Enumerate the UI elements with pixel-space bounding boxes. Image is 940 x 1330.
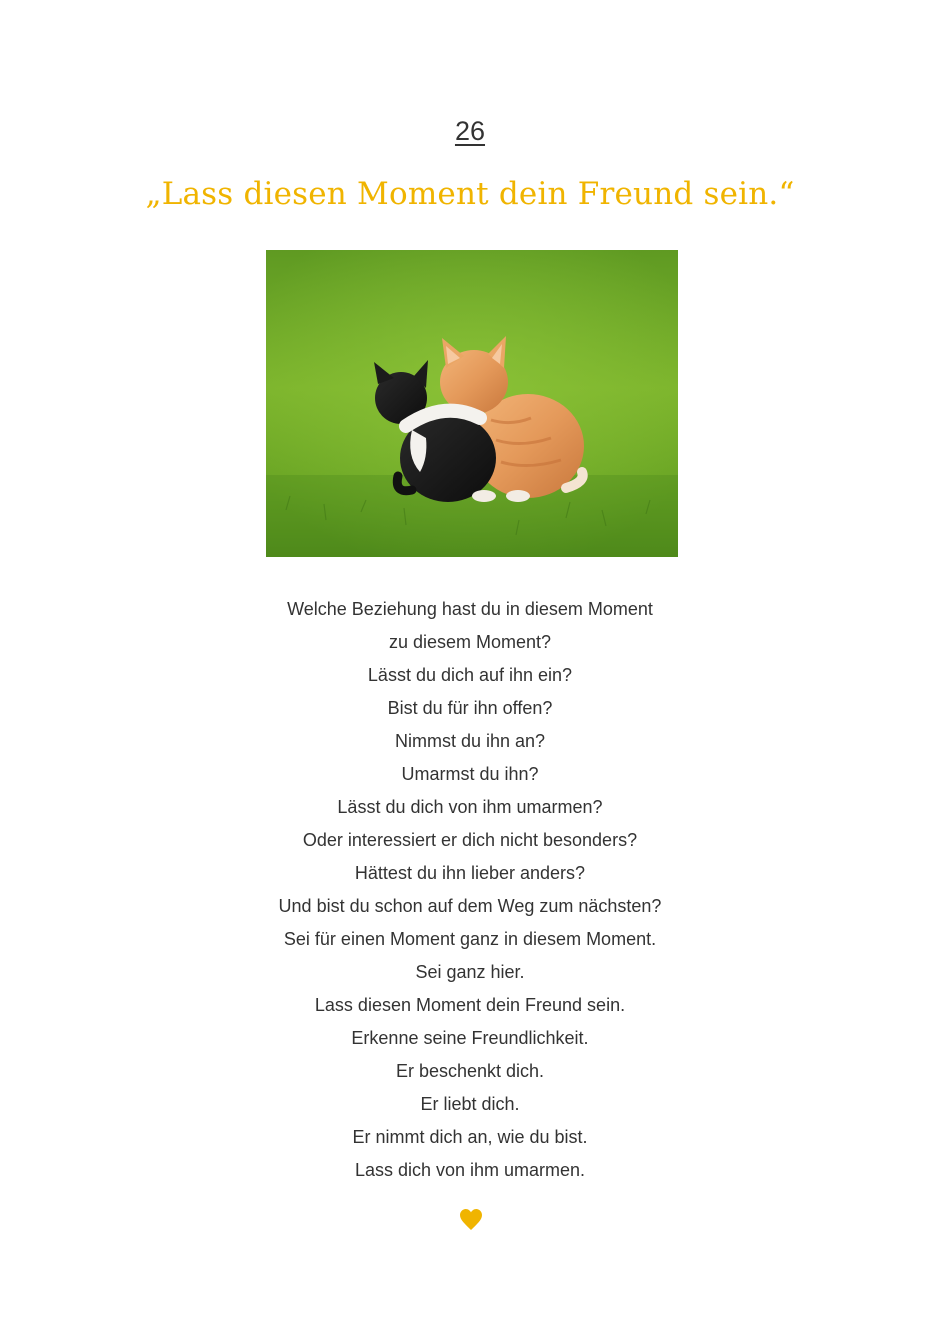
poem-line: Lass diesen Moment dein Freund sein. (314, 995, 626, 1015)
kittens-photo (266, 250, 678, 557)
poem-line: Welche Beziehung hast du in diesem Moment (287, 599, 653, 619)
poem-line: Lass dich von ihm umarmen. (354, 1160, 586, 1180)
poem-line: Und bist du schon auf dem Weg zum nächsten? (278, 896, 662, 916)
poem-line: Lässt du dich von ihm umarmen? (337, 797, 603, 817)
poem-line: Lässt du dich auf ihn ein? (367, 665, 573, 685)
page-number: 26 (454, 116, 486, 146)
poem-line: Bist du für ihn offen? (387, 698, 553, 718)
poem-line: Umarmst du ihn? (401, 764, 539, 784)
page-title: „Lass diesen Moment dein Freund sein.“ (145, 176, 795, 212)
poem-line: Er liebt dich. (420, 1094, 520, 1114)
heart-icon (459, 1208, 483, 1232)
poem-line: Oder interessiert er dich nicht besonders? (302, 830, 638, 850)
poem-line: Erkenne seine Freundlichkeit. (351, 1028, 589, 1048)
poem (0, 593, 940, 1187)
poem-line: Er beschenkt dich. (395, 1061, 545, 1081)
poem-line: Sei für einen Moment ganz in diesem Moment. (283, 929, 657, 949)
poem-line: Sei ganz hier. (415, 962, 525, 982)
poem-line: Er nimmt dich an, wie du bist. (352, 1127, 588, 1147)
poem-line: Nimmst du ihn an? (394, 731, 546, 751)
poem-line: Hättest du ihn lieber anders? (354, 863, 586, 883)
poem-line: zu diesem Moment? (388, 632, 552, 652)
